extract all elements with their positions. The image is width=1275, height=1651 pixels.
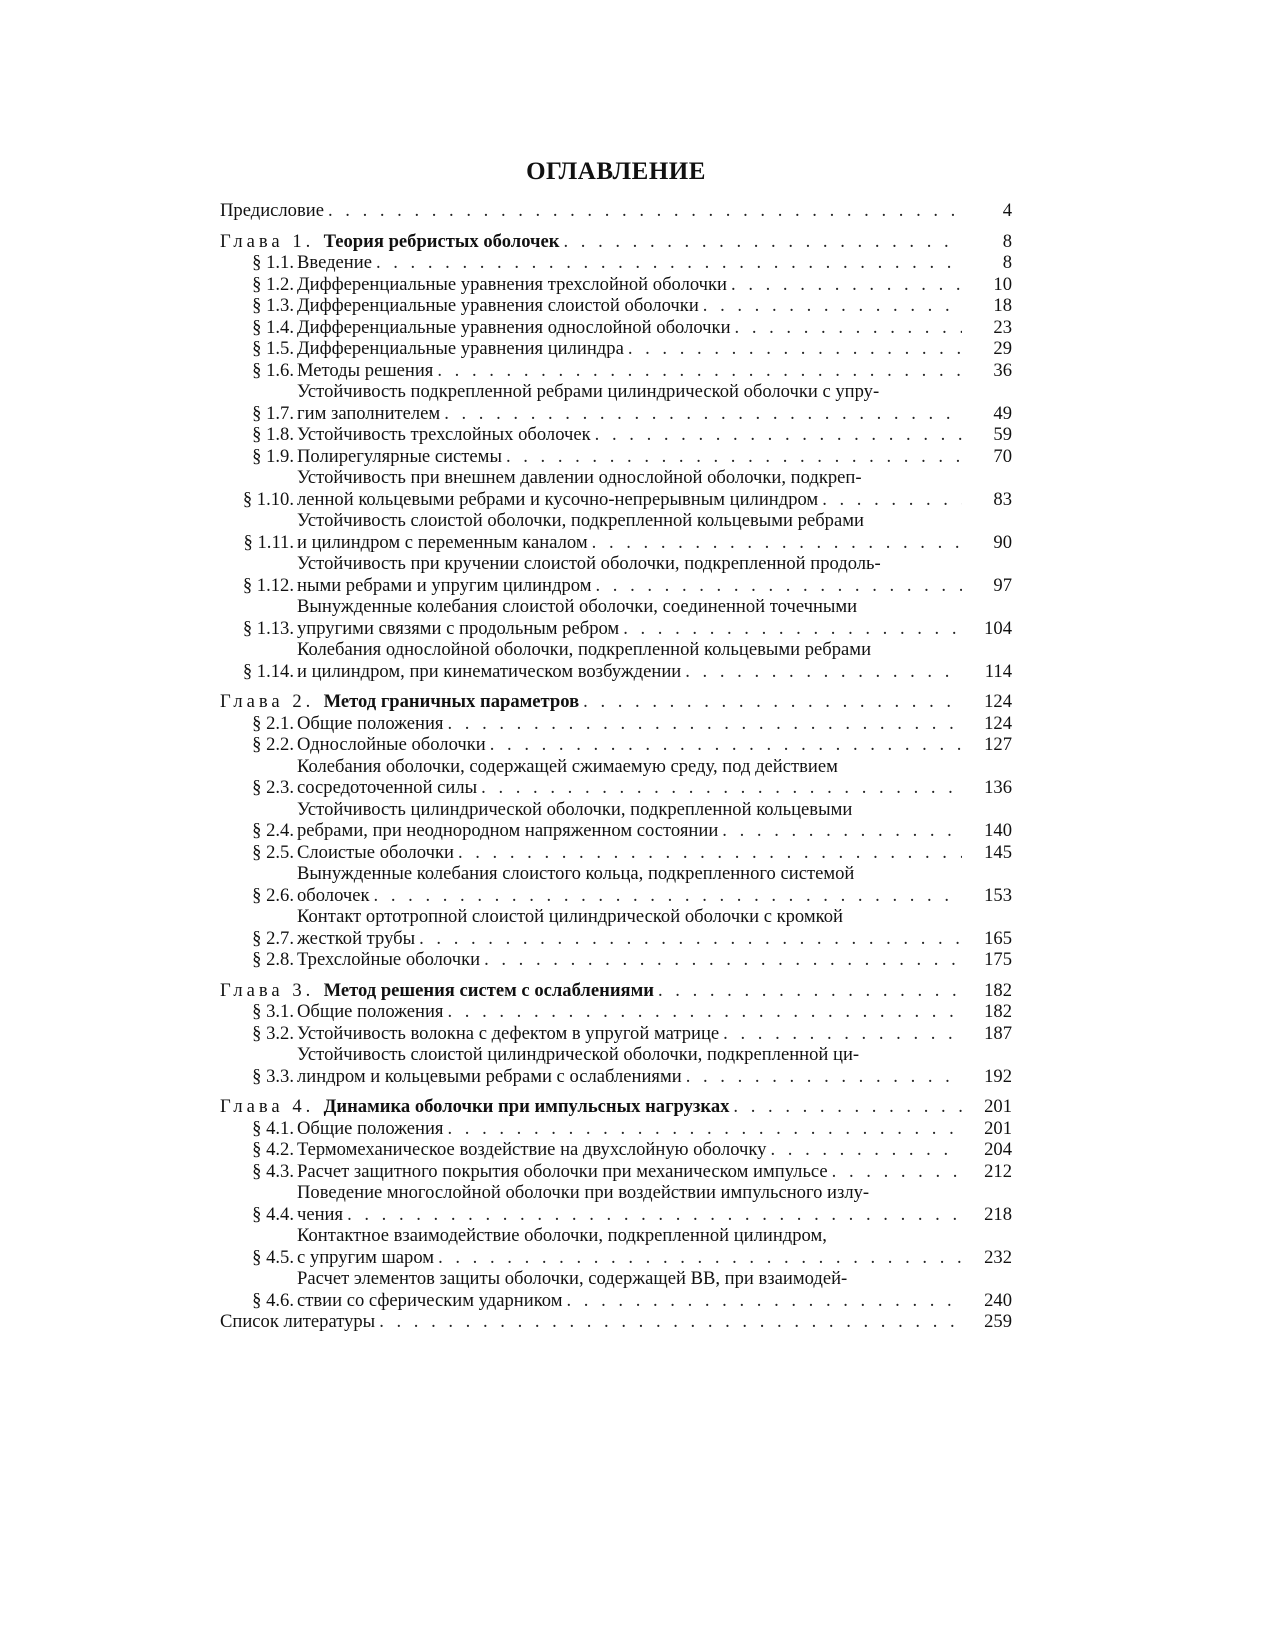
dot-leader [628, 338, 962, 360]
dot-leader [438, 1247, 962, 1269]
page-number: 8 [1002, 230, 1012, 252]
dot-leader [623, 618, 962, 640]
section-text: Однослойные оболочки [297, 734, 486, 755]
section-text: Трехслойные оболочки [297, 949, 481, 970]
page-number: 59 [993, 424, 1012, 445]
dot-leader [658, 980, 962, 1002]
section-number: § 1.6. [252, 359, 294, 381]
dot-leader [723, 1023, 962, 1045]
page-number: 218 [984, 1203, 1012, 1225]
section-text: оболочек [297, 884, 370, 906]
section-text: Методы решения [297, 359, 434, 381]
toc-section[interactable] [220, 906, 1012, 949]
page-number: 175 [984, 949, 1012, 970]
toc-section[interactable] [220, 295, 1012, 317]
dot-leader [722, 820, 962, 842]
toc-section[interactable] [220, 317, 1012, 339]
dot-leader [822, 489, 962, 511]
section-text: Слоистые оболочки [297, 841, 454, 863]
section-text-line: Колебания однослойной оболочки, подкрепленной кольцевыми ребрами [297, 639, 872, 660]
page-number: 124 [984, 712, 1012, 734]
page-number: 240 [984, 1289, 1012, 1311]
page-number: 153 [984, 884, 1012, 906]
toc-section[interactable] [220, 1001, 1012, 1023]
chapter-label: Глава 1. [220, 230, 315, 252]
section-text-line: Устойчивость при кручении слоистой оболочки, подкрепленной продоль- [297, 553, 881, 574]
page-number: 204 [984, 1139, 1012, 1160]
page-number: 23 [993, 316, 1012, 338]
section-number: § 3.2. [252, 1022, 294, 1044]
section-text: Дифференциальные уравнения слоистой оболочки [297, 295, 699, 316]
toc-section[interactable] [220, 1118, 1012, 1140]
page-number: 201 [984, 1117, 1012, 1139]
page-number: 232 [984, 1246, 1012, 1268]
section-text-line: Поведение многослойной оболочки при воздействии импульсного излу- [297, 1182, 870, 1203]
dot-leader [447, 713, 962, 735]
dot-leader [735, 317, 962, 339]
page-number: 140 [984, 820, 1012, 841]
section-text: Дифференциальные уравнения трехслойной оболочки [297, 273, 728, 295]
toc-section[interactable] [220, 1225, 1012, 1268]
section-number: § 2.5. [252, 841, 294, 863]
chapter-title: Теория ребристых оболочек [323, 230, 560, 252]
section-number: § 4.4. [252, 1203, 294, 1225]
toc-section[interactable] [220, 799, 1012, 842]
page-number: 192 [984, 1065, 1012, 1087]
dot-leader [685, 661, 962, 683]
toc-section[interactable] [220, 338, 1012, 360]
section-text: с упругим шаром [297, 1246, 435, 1268]
section-number: § 1.12. [242, 574, 294, 596]
toc-section[interactable] [220, 756, 1012, 799]
section-number: § 1.13. [242, 617, 294, 639]
page-number: 70 [993, 445, 1012, 467]
dot-leader [437, 360, 962, 382]
toc-section[interactable] [220, 639, 1012, 682]
section-text-line: Контакт ортотропной слоистой цилиндрической оболочки с кромкой [297, 906, 843, 927]
toc-section[interactable] [220, 863, 1012, 906]
section-text: гим заполнителем [297, 402, 441, 424]
section-text: Термомеханическое воздействие на двухслойную оболочку [297, 1139, 767, 1160]
toc-section[interactable] [220, 1268, 1012, 1311]
toc-section[interactable] [220, 553, 1012, 596]
dot-leader [567, 1290, 963, 1312]
page-number: 29 [993, 338, 1012, 359]
section-number: § 2.6. [252, 884, 294, 906]
dot-leader [595, 424, 962, 446]
page-title: ОГЛАВЛЕНИЕ [526, 158, 706, 185]
section-number: § 2.8. [252, 949, 294, 970]
table-of-contents [220, 158, 1012, 1333]
toc-section[interactable] [220, 360, 1012, 382]
chapter-label: Глава 2. [220, 691, 315, 712]
toc-section[interactable] [220, 1023, 1012, 1045]
page-number: 212 [984, 1160, 1012, 1182]
toc-chapter[interactable] [220, 231, 1012, 253]
section-text-line: Контактное взаимодействие оболочки, подкрепленной цилиндром, [297, 1225, 827, 1246]
section-text: и цилиндром с переменным каналом [297, 531, 588, 553]
dot-leader [419, 928, 962, 950]
section-number: § 1.9. [252, 445, 294, 467]
section-text: Расчет защитного покрытия оболочки при механическом импульсе [297, 1160, 828, 1182]
section-text-line: Устойчивость цилиндрической оболочки, подкрепленной кольцевыми [297, 798, 853, 820]
page-number: 127 [984, 734, 1012, 755]
page-number: 145 [984, 841, 1012, 863]
chapter-label: Глава 4. [220, 1096, 315, 1117]
page-number: 36 [993, 359, 1012, 381]
dot-leader [328, 200, 962, 222]
section-number: § 2.1. [252, 712, 294, 734]
section-text-line: Устойчивость слоистой цилиндрической оболочки, подкрепленной ци- [297, 1044, 860, 1065]
toc-body [220, 200, 1012, 1333]
page-number: 8 [1002, 252, 1012, 273]
section-number: § 1.11. [243, 531, 294, 553]
toc-section[interactable] [220, 713, 1012, 735]
page-number: 187 [984, 1022, 1012, 1044]
toc-section[interactable] [220, 1161, 1012, 1183]
page-number: 259 [984, 1311, 1012, 1332]
toc-section[interactable] [220, 467, 1012, 510]
section-text-line: Устойчивость при внешнем давлении однослойной оболочки, подкреп- [297, 467, 862, 488]
chapter-title: Динамика оболочки при импульсных нагрузках [323, 1096, 730, 1117]
section-number: § 4.1. [252, 1117, 294, 1139]
section-number: § 4.3. [252, 1160, 294, 1182]
section-number: § 1.10. [242, 488, 294, 510]
page-number: 182 [984, 1001, 1012, 1022]
section-text-line: Колебания оболочки, содержащей сжимаемую среду, под действием [297, 755, 838, 777]
toc-chapter[interactable] [220, 980, 1012, 1002]
toc-chapter[interactable] [220, 691, 1012, 713]
dot-leader [374, 885, 962, 907]
section-number: § 1.2. [252, 273, 294, 295]
section-text-line: Вынужденные колебания слоистого кольца, подкрепленного системой [297, 863, 855, 884]
dot-leader [447, 1118, 962, 1140]
toc-section[interactable] [220, 274, 1012, 296]
section-number: § 1.7. [252, 402, 294, 424]
toc-entry-bibliography[interactable] [220, 1311, 1012, 1333]
chapter-heading [220, 980, 654, 1002]
dot-leader [447, 1001, 962, 1023]
section-text: чения [297, 1203, 344, 1225]
dot-leader [563, 231, 962, 253]
section-text: Общие положения [297, 712, 444, 734]
toc-section[interactable] [220, 424, 1012, 446]
toc-chapter[interactable] [220, 1096, 1012, 1118]
dot-leader [832, 1161, 962, 1183]
section-text: Общие положения [297, 1001, 444, 1022]
toc-section[interactable] [220, 596, 1012, 639]
section-text: Устойчивость трехслойных оболочек [297, 424, 591, 445]
page-number: 49 [993, 402, 1012, 424]
section-number: § 1.14. [242, 660, 294, 682]
section-text: ствии со сферическим ударником [297, 1289, 563, 1311]
dot-leader [444, 403, 962, 425]
toc-section[interactable] [220, 1044, 1012, 1087]
dot-leader [379, 1311, 962, 1333]
section-number: § 3.1. [252, 1001, 294, 1022]
entry-text: Список литературы [220, 1311, 376, 1332]
dot-leader [770, 1139, 962, 1161]
page-number: 90 [993, 531, 1012, 553]
section-text: ными ребрами и упругим цилиндром [297, 574, 592, 596]
section-text: и цилиндром, при кинематическом возбуждении [297, 660, 682, 682]
toc-section[interactable] [220, 381, 1012, 424]
page-number: 83 [993, 488, 1012, 510]
section-number: § 2.3. [252, 777, 294, 798]
dot-leader [484, 949, 962, 971]
toc-entry-preface[interactable] [220, 200, 1012, 222]
dot-leader [595, 575, 962, 597]
dot-leader [592, 532, 962, 554]
entry-text: Предисловие [220, 200, 324, 221]
section-text: Введение [297, 252, 372, 273]
page-number: 201 [984, 1096, 1012, 1117]
section-text: Дифференциальные уравнения однослойной оболочки [297, 316, 731, 338]
dot-leader [583, 691, 962, 713]
toc-section[interactable] [220, 446, 1012, 468]
page-number: 104 [984, 617, 1012, 639]
section-text: Устойчивость волокна с дефектом в упругой матрице [297, 1022, 720, 1044]
dot-leader [376, 252, 962, 274]
page-number: 136 [984, 777, 1012, 798]
dot-leader [481, 777, 962, 799]
section-text: ленной кольцевыми ребрами и кусочно-непрерывным цилиндром [297, 488, 819, 510]
chapter-heading [220, 1096, 729, 1118]
section-number: § 2.7. [252, 927, 294, 949]
section-text: Дифференциальные уравнения цилиндра [297, 338, 624, 359]
section-text-line: Устойчивость подкрепленной ребрами цилиндрической оболочки с упру- [297, 381, 880, 402]
section-number: § 1.3. [252, 295, 294, 316]
toc-section[interactable] [220, 949, 1012, 971]
dot-leader [731, 274, 962, 296]
dot-leader [733, 1096, 962, 1118]
toc-section[interactable] [220, 1139, 1012, 1161]
section-number: § 4.6. [252, 1289, 294, 1311]
toc-section[interactable] [220, 252, 1012, 274]
chapter-title: Метод решения систем с ослаблениями [323, 979, 654, 1001]
page-number: 97 [993, 574, 1012, 596]
toc-section[interactable] [220, 510, 1012, 553]
page-number: 114 [984, 660, 1012, 682]
dot-leader [686, 1066, 962, 1088]
chapter-heading [220, 231, 559, 253]
chapter-title: Метод граничных параметров [323, 691, 580, 712]
page-number: 124 [984, 691, 1012, 712]
section-text: линдром и кольцевыми ребрами с ослаблениями [297, 1065, 682, 1087]
dot-leader [703, 295, 962, 317]
section-text: Полирегулярные системы [297, 445, 502, 467]
dot-leader [458, 842, 962, 864]
section-number: § 2.4. [252, 820, 294, 841]
page-number: 18 [993, 295, 1012, 316]
dot-leader [506, 446, 962, 468]
section-number: § 2.2. [252, 734, 294, 755]
section-text-line: Вынужденные колебания слоистой оболочки, соединенной точечными [297, 596, 858, 617]
page-number: 182 [984, 979, 1012, 1001]
section-text: ребрами, при неоднородном напряженном состоянии [297, 820, 719, 841]
chapter-label: Глава 3. [220, 979, 315, 1001]
section-number: § 1.4. [252, 316, 294, 338]
section-number: § 4.2. [252, 1139, 294, 1160]
section-number: § 1.8. [252, 424, 294, 445]
section-text: сосредоточенной силы [297, 777, 478, 798]
page-number: 4 [1002, 200, 1012, 221]
section-text: упругими связями с продольным ребром [297, 617, 620, 639]
toc-section[interactable] [220, 1182, 1012, 1225]
chapter-heading [220, 691, 579, 713]
section-text-line: Расчет элементов защиты оболочки, содержащей ВВ, при взаимодей- [297, 1268, 848, 1289]
toc-section[interactable] [220, 734, 1012, 756]
dot-leader [490, 734, 962, 756]
page-number: 165 [984, 927, 1012, 949]
section-number: § 1.5. [252, 338, 294, 359]
section-text-line: Устойчивость слоистой оболочки, подкрепленной кольцевыми ребрами [297, 510, 864, 531]
page-number: 10 [993, 273, 1012, 295]
section-text: Общие положения [297, 1117, 444, 1139]
section-number: § 1.1. [252, 252, 294, 273]
toc-section[interactable] [220, 842, 1012, 864]
dot-leader [347, 1204, 962, 1226]
section-number: § 3.3. [252, 1065, 294, 1087]
section-number: § 4.5. [252, 1246, 294, 1268]
section-text: жесткой трубы [297, 927, 416, 949]
